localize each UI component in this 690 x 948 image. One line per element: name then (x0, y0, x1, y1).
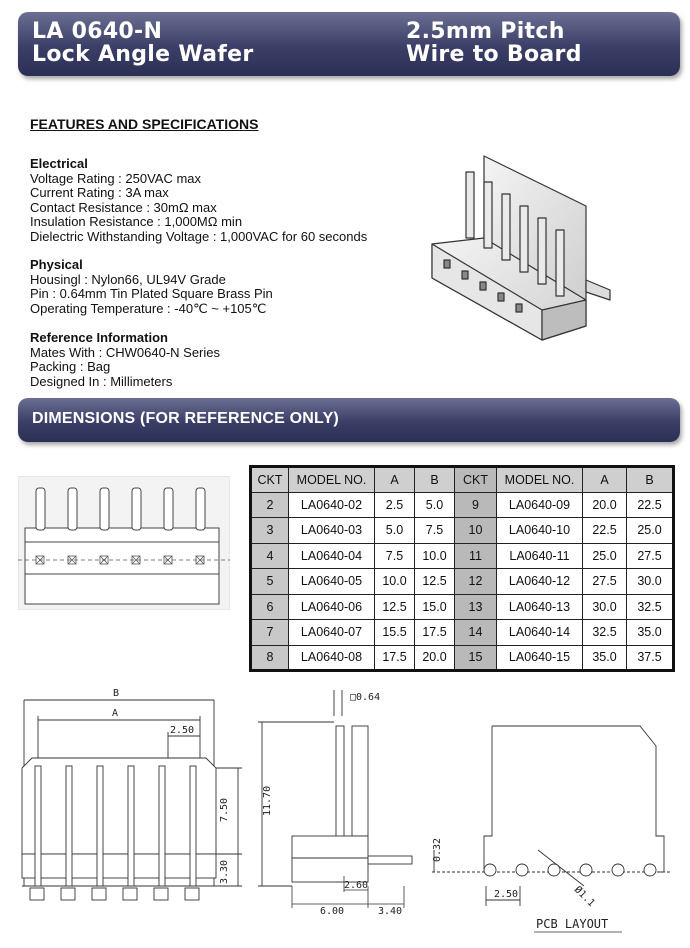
pcb-layout-drawing (424, 710, 672, 936)
spec-line: Insulation Resistance : 1,000MΩ min (30, 214, 243, 229)
label-total-height: 11.70 (262, 785, 273, 816)
cell: 12.5 (415, 569, 455, 595)
cell: 3 (251, 518, 289, 544)
cell: LA0640-04 (289, 543, 375, 569)
cell: 12 (455, 569, 497, 595)
table-row (251, 569, 674, 595)
cell: 5 (251, 569, 289, 595)
physical-specs (30, 258, 430, 316)
model-table (249, 465, 675, 672)
cell: LA0640-11 (497, 543, 583, 569)
cell: 6 (251, 594, 289, 620)
table-row (251, 594, 674, 620)
col-header: MODEL NO. (289, 467, 375, 493)
cell: 9 (455, 492, 497, 518)
label-pcb-pitch: 2.50 (494, 889, 519, 900)
label-pin-tail: 3.40 (378, 906, 403, 917)
cell: 7.5 (375, 543, 415, 569)
label-b: B (113, 688, 120, 699)
part-number: LA 0640-N (32, 19, 163, 44)
spec-line: Housingl : Nylon66, UL94V Grade (30, 271, 226, 287)
label-pcb-offset: 0.32 (432, 837, 443, 862)
cell: 10.0 (415, 543, 455, 569)
label-a: A (112, 708, 119, 719)
cell: 27.5 (627, 543, 674, 569)
product-name: Lock Angle Wafer (32, 42, 254, 67)
label-depth-offset: 2.60 (344, 880, 369, 891)
cell: 20.0 (415, 645, 455, 671)
cell: LA0640-12 (497, 569, 583, 595)
reference-info (30, 331, 430, 389)
cell: 15.5 (375, 620, 415, 646)
cell: 13 (455, 594, 497, 620)
col-header: MODEL NO. (497, 467, 583, 493)
type-label: Wire to Board (406, 42, 582, 67)
cell: 5.0 (415, 492, 455, 518)
label-body-depth: 6.00 (320, 906, 345, 917)
cell: 2.5 (375, 492, 415, 518)
cell: 7.5 (415, 518, 455, 544)
cell: 32.5 (583, 620, 627, 646)
reference-heading: Reference Information (30, 330, 168, 345)
cell: 4 (251, 543, 289, 569)
spec-line: Packing : Bag (30, 359, 111, 374)
cell: 25.0 (583, 543, 627, 569)
cell: 35.0 (583, 645, 627, 671)
cell: 12.5 (375, 594, 415, 620)
col-header: A (375, 467, 415, 493)
table-header-row (251, 467, 674, 493)
col-header: CKT (251, 467, 289, 493)
cell: LA0640-10 (497, 518, 583, 544)
cell: 2 (251, 492, 289, 518)
cell: 37.5 (627, 645, 674, 671)
electrical-specs (30, 157, 430, 244)
cell: 27.5 (583, 569, 627, 595)
spec-line: Voltage Rating : 250VAC max (30, 170, 202, 186)
col-header: B (627, 467, 674, 493)
cell: 10 (455, 518, 497, 544)
cell: 14 (455, 620, 497, 646)
cell: LA0640-05 (289, 569, 375, 595)
header-right (406, 20, 582, 66)
product-illustration (418, 150, 628, 350)
label-height-lower: 3.30 (219, 859, 230, 884)
cell: 20.0 (583, 492, 627, 518)
header-left (32, 20, 254, 66)
spec-line: Contact Resistance : 30mΩ max (30, 199, 217, 215)
electrical-heading: Electrical (30, 156, 88, 171)
cell: LA0640-08 (289, 645, 375, 671)
cell: LA0640-03 (289, 518, 375, 544)
pcb-caption: PCB LAYOUT (536, 917, 609, 931)
table-row (251, 620, 674, 646)
features-title: FEATURES AND SPECIFICATIONS (30, 116, 259, 132)
cell: 30.0 (583, 594, 627, 620)
cell: LA0640-15 (497, 645, 583, 671)
cell: 22.5 (583, 518, 627, 544)
cell: 32.5 (627, 594, 674, 620)
cell: 15 (455, 645, 497, 671)
cell: 17.5 (415, 620, 455, 646)
col-header: A (583, 467, 627, 493)
cell: LA0640-02 (289, 492, 375, 518)
side-view-drawing (252, 686, 422, 926)
cell: 25.0 (627, 518, 674, 544)
cell: 17.5 (375, 645, 415, 671)
front-view-drawing (18, 476, 230, 610)
cell: LA0640-09 (497, 492, 583, 518)
spec-line: Dielectric Withstanding Voltage : 1,000VAC for 60 seconds (30, 228, 368, 244)
cell: LA0640-06 (289, 594, 375, 620)
cell: 10.0 (375, 569, 415, 595)
cell: LA0640-07 (289, 620, 375, 646)
cell: 15.0 (415, 594, 455, 620)
label-pin-size: □0.64 (350, 692, 381, 703)
spec-line: Pin : 0.64mm Tin Plated Square Brass Pin (30, 286, 273, 301)
label-height-upper: 7.50 (219, 797, 230, 822)
physical-heading: Physical (30, 257, 83, 272)
spec-line: Designed In : Millimeters (30, 373, 173, 389)
cell: 11 (455, 543, 497, 569)
spec-line: Operating Temperature : -40℃ ~ +105℃ (30, 300, 267, 316)
cell: 7 (251, 620, 289, 646)
spec-line: Current Rating : 3A max (30, 185, 169, 200)
cell: LA0640-14 (497, 620, 583, 646)
col-header: CKT (455, 467, 497, 493)
cell: 35.0 (627, 620, 674, 646)
table-row (251, 518, 674, 544)
pitch-label: 2.5mm Pitch (406, 19, 565, 44)
col-header: B (415, 467, 455, 493)
cell: 30.0 (627, 569, 674, 595)
cell: 5.0 (375, 518, 415, 544)
table-row (251, 645, 674, 671)
dimensions-banner (18, 398, 680, 442)
label-hole-dia: Ø1.1 (571, 884, 597, 910)
table-row (251, 492, 674, 518)
spec-line: Mates With : CHW0640-N Series (30, 344, 220, 360)
front-dimension-drawing (18, 686, 244, 926)
header-banner (18, 12, 680, 76)
label-pitch: 2.50 (170, 725, 195, 736)
table-row (251, 543, 674, 569)
cell: 8 (251, 645, 289, 671)
dimensions-title: DIMENSIONS (FOR REFERENCE ONLY) (32, 410, 339, 427)
cell: LA0640-13 (497, 594, 583, 620)
cell: 22.5 (627, 492, 674, 518)
